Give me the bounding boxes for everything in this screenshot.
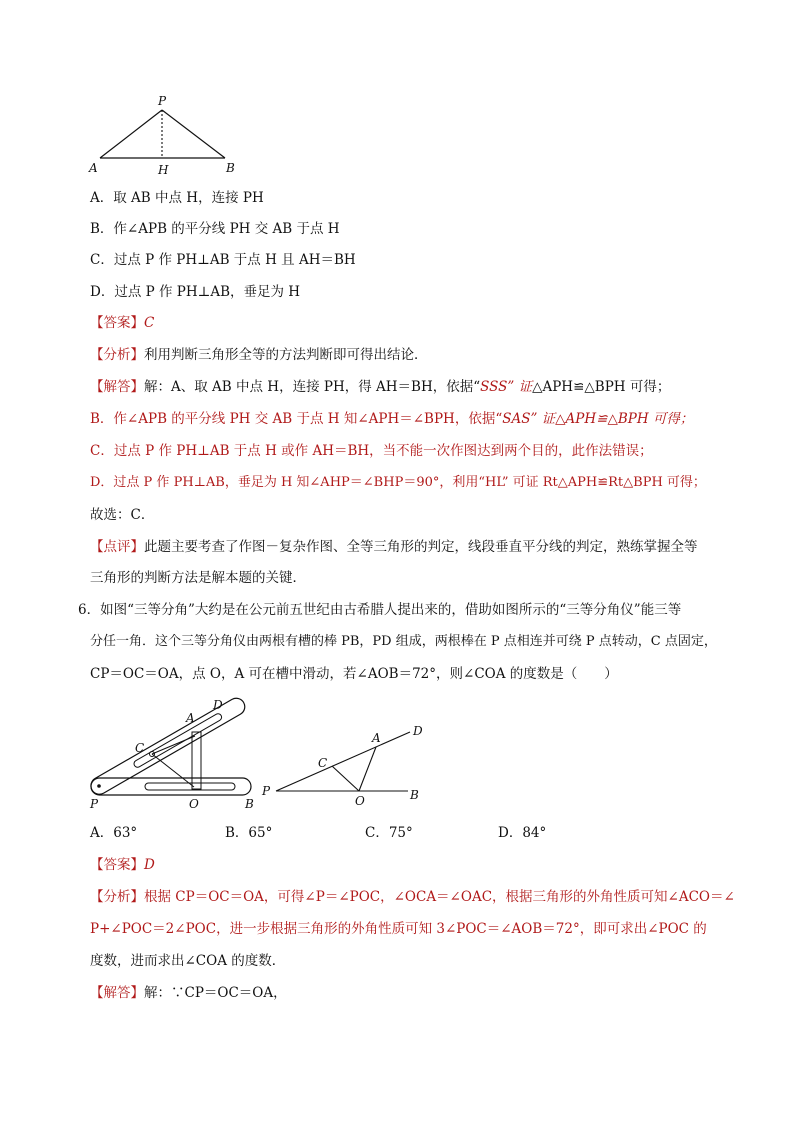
q5-option-b: B．作∠APB 的平分线 PH 交 AB 于点 H: [90, 221, 340, 237]
q6-answer: [90, 855, 155, 875]
comment-text-1: 此题主要考查了作图－复杂作图、全等三角形的判定，线段垂直平分线的判定，熟练掌握全等: [144, 539, 698, 555]
answer-tag: 【答案】: [90, 315, 144, 331]
comment-tag: 【点评】: [90, 539, 144, 555]
answer-value: C: [144, 315, 155, 331]
label-o: O: [189, 797, 199, 811]
q5-option-c: C．过点 P 作 PH⊥AB 于点 H 且 AH＝BH: [90, 252, 356, 268]
analysis-tag: 【分析】: [90, 889, 144, 905]
label-d: D: [213, 698, 223, 712]
analysis-text-1: 根据 CP＝OC＝OA，可得∠P＝∠POC，∠OCA＝∠OAC，根据三角形的外角性质可知∠ACO＝∠: [144, 889, 735, 905]
solution-line-2a: B．作∠APB 的平分线 PH 交 AB 于点 H 知∠APH＝∠BPH，依据“: [90, 411, 503, 427]
solution-line-1c: △APH≌△BPH 可得；: [532, 379, 671, 395]
solution-line-1b: SSS” 证: [480, 379, 533, 395]
q5-solution-5: 故选：C．: [90, 507, 155, 523]
triangle-figure: [85, 92, 245, 180]
label-b: B: [245, 797, 254, 811]
trisector-device-figure: [85, 692, 265, 812]
link-co: [152, 754, 194, 787]
solution-text: 解：∵CP＝OC＝OA，: [144, 985, 287, 1001]
label-h: H: [158, 163, 169, 177]
answer-value: D: [144, 857, 155, 873]
label-p: P: [158, 94, 167, 108]
analysis-text: 利用判断三角形全等的方法判断即可得出结论．: [144, 347, 428, 363]
label-b: B: [410, 788, 419, 802]
side-ap: [100, 110, 162, 158]
pivot-p: [97, 784, 101, 788]
solution-line-1a: 解：A、取 AB 中点 H，连接 PH，得 AH＝BH，依据“: [144, 379, 481, 395]
q6-stem-3: CP＝OC＝OA，点 O，A 可在槽中滑动，若∠AOB＝72°，则∠COA 的度数是（ ）: [90, 666, 618, 682]
solution-tag: 【解答】: [90, 379, 144, 395]
q6-analysis-3: 度数，进而求出∠COA 的度数．: [90, 953, 286, 969]
label-b: B: [226, 161, 235, 175]
angle-diagram-figure: [258, 720, 433, 810]
label-a: A: [186, 711, 195, 725]
q5-solution-1: [90, 377, 670, 397]
ray-pd: [276, 732, 410, 791]
segment-co: [332, 766, 359, 791]
label-d: D: [413, 724, 423, 738]
q5-answer: [90, 313, 154, 333]
link-oa: [192, 732, 201, 789]
answer-tag: 【答案】: [90, 857, 144, 873]
q6-option-b: B．65°: [225, 825, 273, 841]
q6-option-c: C．75°: [365, 825, 413, 841]
label-p: P: [90, 797, 99, 811]
q6-option-d: D．84°: [498, 825, 547, 841]
label-o: O: [355, 794, 365, 808]
analysis-tag: 【分析】: [90, 347, 144, 363]
q6-analysis-2: P+∠POC＝2∠POC，进一步根据三角形的外角性质可知 3∠POC＝∠AOB＝72°，即可求出∠POC 的: [90, 921, 707, 937]
q6-stem-2: 分任一角．这个三等分角仪由两根有槽的棒 PB，PD 组成，两根棒在 P 点相连并可绕 P 点转动，C 点固定，: [90, 634, 717, 649]
label-c: C: [135, 741, 145, 755]
q5-analysis: [90, 345, 428, 365]
q6-analysis-1: [90, 887, 735, 907]
q5-solution-3: C．过点 P 作 PH⊥AB 于点 H 或作 AH＝BH，当不能一次作图达到两个目的，此作法错误；: [90, 443, 653, 459]
q5-comment-1: [90, 537, 698, 557]
q6-stem-1: 6．如图“三等分角”大约是在公元前五世纪由古希腊人提出来的，借助如图所示的“三等分角仪”能三等: [78, 602, 682, 618]
q6-option-a: A．63°: [90, 825, 138, 841]
label-c: C: [318, 756, 328, 770]
q6-options: [90, 823, 610, 843]
label-a: A: [89, 161, 98, 175]
q5-option-a: A．取 AB 中点 H，连接 PH: [90, 190, 264, 206]
q5-solution-4: D．过点 P 作 PH⊥AB，垂足为 H 知∠AHP＝∠BHP＝90°，利用“HL” 可证 Rt△APH≌Rt△BPH 可得；: [90, 475, 706, 490]
bar-pd: [88, 695, 248, 797]
q5-solution-2: [90, 409, 693, 429]
solution-tag: 【解答】: [90, 985, 144, 1001]
label-a: A: [372, 731, 381, 745]
solution-line-2b: SAS” 证△APH≌△BPH 可得；: [502, 411, 694, 427]
slot-pd: [133, 712, 223, 768]
side-pb: [162, 110, 225, 158]
q6-solution: [90, 983, 287, 1003]
q5-option-d: D．过点 P 作 PH⊥AB，垂足为 H: [90, 284, 301, 300]
label-p: P: [262, 784, 271, 798]
q5-comment-2: 三角形的判断方法是解本题的关键．: [90, 570, 306, 586]
